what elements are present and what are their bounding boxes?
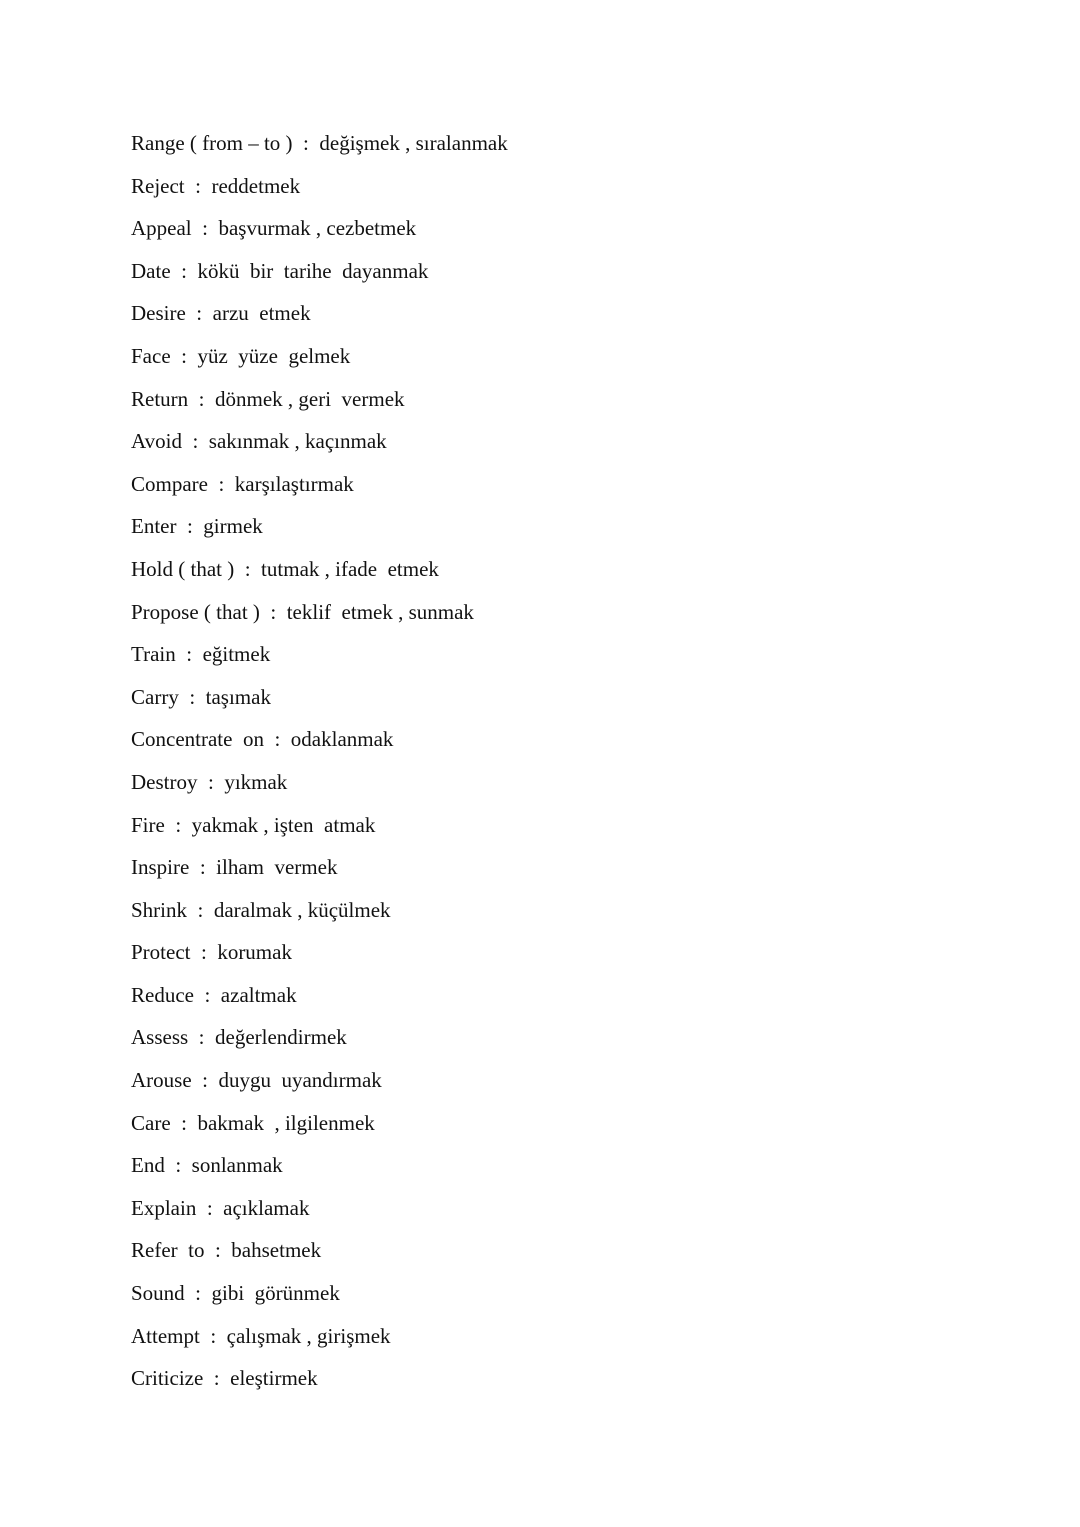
vocab-entry-compare: Compare : karşılaştırmak bbox=[131, 471, 354, 496]
vocab-entry-face: Face : yüz yüze gelmek bbox=[131, 343, 351, 368]
vocab-entry-enter: Enter : girmek bbox=[131, 514, 263, 539]
vocab-entry-train: Train : eğitmek bbox=[131, 642, 271, 667]
vocab-entry-inspire: Inspire : ilham vermek bbox=[131, 855, 338, 880]
vocab-entry-concentrate-on: Concentrate on : odaklanmak bbox=[131, 727, 394, 752]
vocab-entry-propose: Propose ( that ) : teklif etmek , sunmak bbox=[131, 599, 474, 624]
vocab-entry-shrink: Shrink : daralmak , küçülmek bbox=[131, 897, 391, 922]
vocab-entry-return: Return : dönmek , geri vermek bbox=[131, 386, 405, 411]
vocab-entry-desire: Desire : arzu etmek bbox=[131, 301, 311, 326]
vocab-entry-avoid: Avoid : sakınmak , kaçınmak bbox=[131, 429, 387, 454]
vocab-entry-end: End : sonlanmak bbox=[131, 1153, 283, 1178]
vocab-entry-assess: Assess : değerlendirmek bbox=[131, 1025, 347, 1050]
vocab-entry-care: Care : bakmak , ilgilenmek bbox=[131, 1110, 375, 1135]
vocab-entry-explain: Explain : açıklamak bbox=[131, 1195, 310, 1220]
vocab-entry-date: Date : kökü bir tarihe dayanmak bbox=[131, 258, 429, 283]
vocabulary-list bbox=[131, 122, 508, 1400]
vocab-entry-protect: Protect : korumak bbox=[131, 940, 292, 965]
vocab-entry-attempt: Attempt : çalışmak , girişmek bbox=[131, 1323, 391, 1348]
vocab-entry-appeal: Appeal : başvurmak , cezbetmek bbox=[131, 216, 417, 241]
vocab-entry-reject: Reject : reddetmek bbox=[131, 173, 301, 198]
vocab-entry-range: Range ( from – to ) : değişmek , sıralanmak bbox=[131, 131, 508, 155]
vocab-entry-criticize: Criticize : eleştirmek bbox=[131, 1366, 318, 1391]
vocab-entry-hold: Hold ( that ) : tutmak , ifade etmek bbox=[131, 556, 439, 581]
vocab-entry-fire: Fire : yakmak , işten atmak bbox=[131, 812, 376, 837]
vocab-entry-refer-to: Refer to : bahsetmek bbox=[131, 1238, 322, 1263]
vocab-entry-carry: Carry : taşımak bbox=[131, 684, 271, 709]
vocab-entry-sound: Sound : gibi görünmek bbox=[131, 1281, 340, 1306]
vocab-entry-arouse: Arouse : duygu uyandırmak bbox=[131, 1068, 382, 1093]
vocab-entry-destroy: Destroy : yıkmak bbox=[131, 769, 288, 794]
vocab-entry-reduce: Reduce : azaltmak bbox=[131, 982, 297, 1007]
